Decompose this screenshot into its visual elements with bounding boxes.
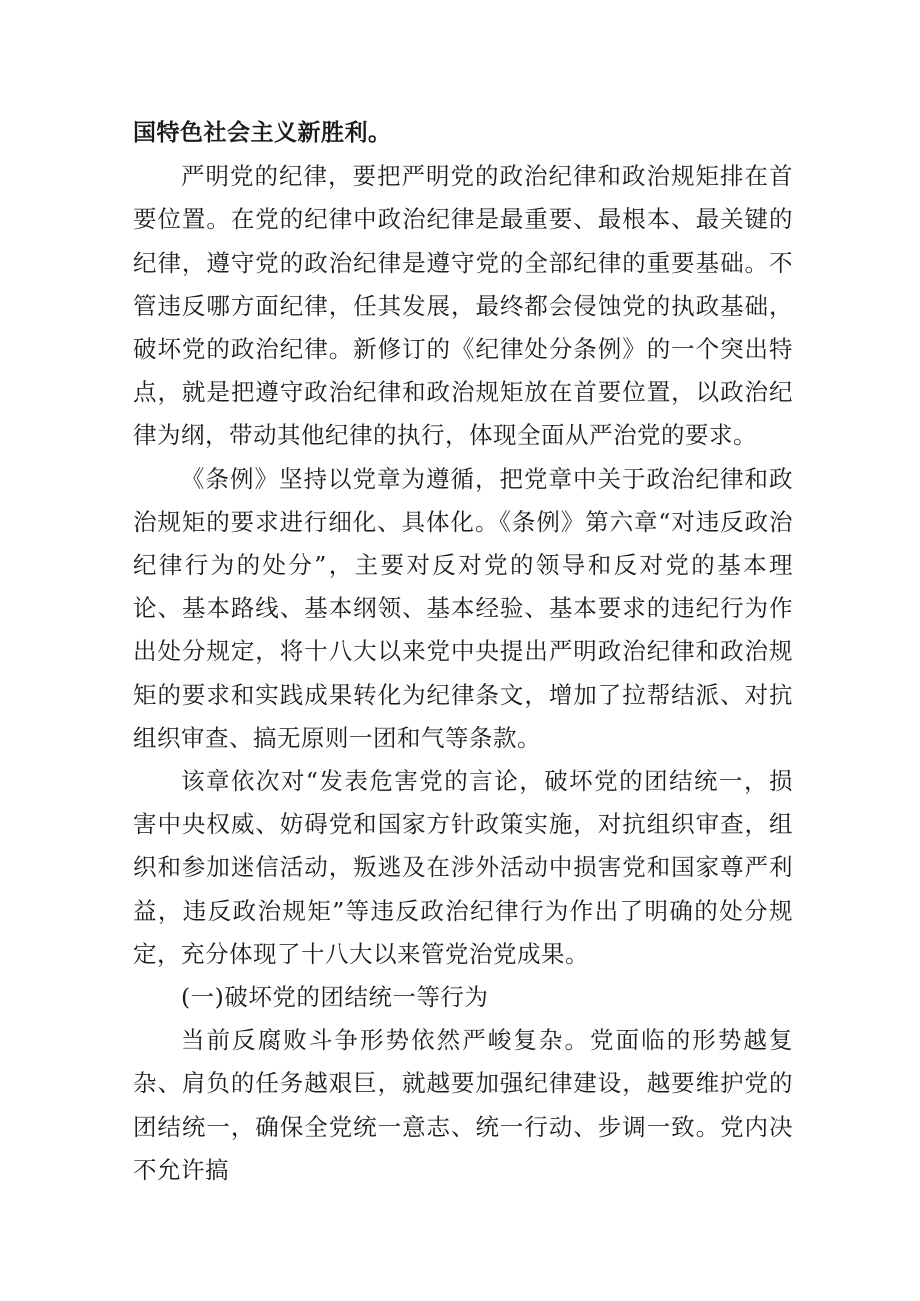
paragraph-regulations: 《条例》坚持以党章为遵循，把党章中关于政治纪律和政治规矩的要求进行细化、具体化。《条例》第六章“对违反政治纪律行为的处分”，主要对反对党的领导和反对党的基本理论、基本路线、基本纲领、基本经验、基本要求的违纪行为作出处分规定，将十八大以来党中央提出严明政治纪律和政治规矩的要求和实践成果转化为纪律条文，增加了拉帮结派、对抗组织审查、搞无原则一团和气等条款。 bbox=[133, 464, 793, 752]
paragraph-political-discipline: 严明党的纪律，要把严明党的政治纪律和政治规矩排在首要位置。在党的纪律中政治纪律是最重要、最根本、最关键的纪律，遵守党的政治纪律是遵守党的全部纪律的重要基础。不管违反哪方面纪律，任其发展，最终都会侵蚀党的执政基础，破坏党的政治纪律。新修订的《纪律处分条例》的一个突出特点，就是把遵守政治纪律和政治规矩放在首要位置，以政治纪律为纲，带动其他纪律的执行，体现全面从严治党的要求。 bbox=[133, 162, 793, 450]
continuation-line: 国特色社会主义新胜利。 bbox=[133, 120, 392, 146]
section-heading: (一)破坏党的团结统一等行为 bbox=[181, 983, 489, 1012]
paragraph-chapter-provisions: 该章依次对“发表危害党的言论，破坏党的团结统一，损害中央权威、妨碍党和国家方针政策实施，对抗组织审查，组织和参加迷信活动，叛逃及在涉外活动中损害党和国家尊严利益，违反政治规矩”等违反政治纪律行为作出了明确的处分规定，充分体现了十八大以来管党治党成果。 bbox=[133, 767, 793, 968]
document-body bbox=[133, 112, 793, 1192]
paragraph-current-situation: 当前反腐败斗争形势依然严峻复杂。党面临的形势越复杂、肩负的任务越艰巨，就越要加强纪律建设，越要维护党的团结统一，确保全党统一意志、统一行动、步调一致。党内决不允许搞 bbox=[133, 1026, 793, 1184]
